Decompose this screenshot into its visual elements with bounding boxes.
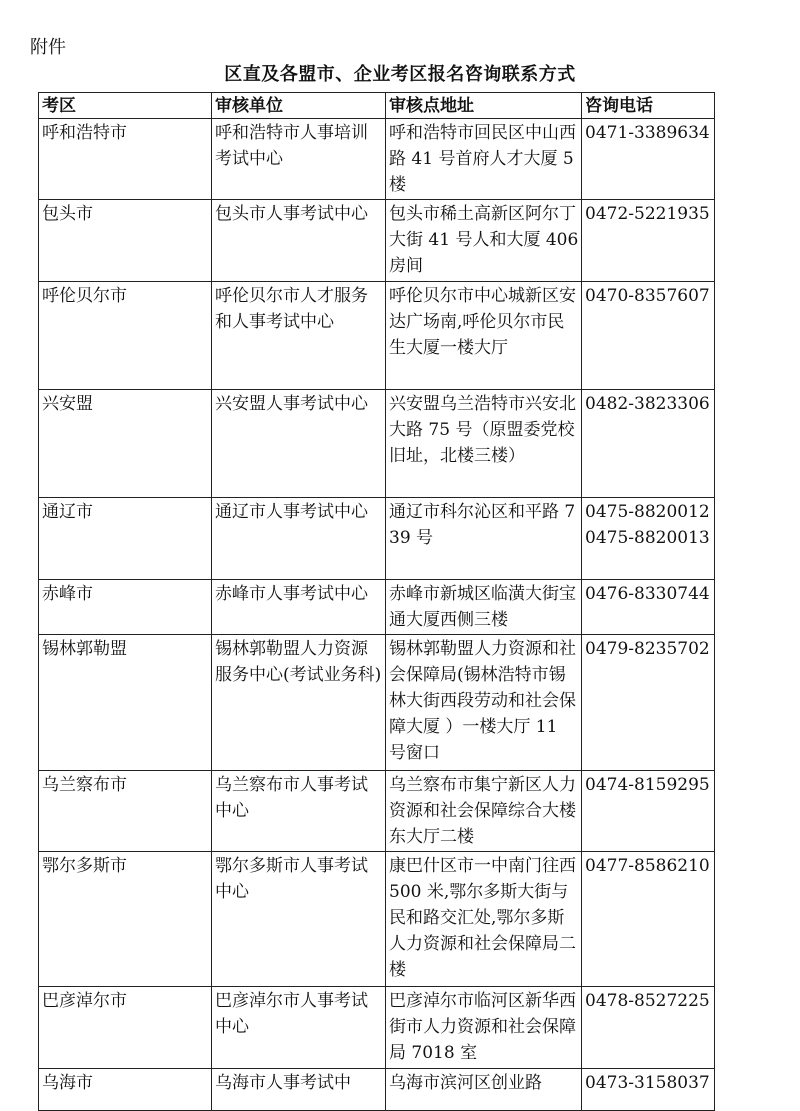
area-cell: 鄂尔多斯市 (39, 852, 212, 987)
phone-cell (582, 498, 715, 580)
phone-cell (582, 580, 715, 635)
unit-cell: 呼伦贝尔市人才服务和人事考试中心 (212, 282, 386, 390)
area-cell: 赤峰市 (39, 580, 212, 635)
contact-table (38, 92, 715, 1111)
address-cell: 巴彦淖尔市临河区新华西街市人力资源和社会保障局 7018 室 (386, 987, 582, 1069)
unit-cell: 鄂尔多斯市人事考试中心 (212, 852, 386, 987)
phone-cell (582, 852, 715, 987)
phone-number: 0477-8586210 (585, 856, 710, 876)
unit-cell: 赤峰市人事考试中心 (212, 580, 386, 635)
phone-number: 0475-8820012 (585, 502, 710, 522)
document-title: 区直及各盟市、企业考区报名咨询联系方式 (224, 64, 576, 85)
unit-cell: 乌兰察布市人事考试中心 (212, 771, 386, 852)
table-row (39, 1069, 715, 1111)
address-cell: 呼伦贝尔市中心城新区安达广场南,呼伦贝尔市民生大厦一楼大厅 (386, 282, 582, 390)
table-row (39, 200, 715, 282)
phone-number: 0474-8159295 (585, 775, 710, 795)
address-cell: 赤峰市新城区临潢大街宝通大厦西侧三楼 (386, 580, 582, 635)
area-cell: 呼伦贝尔市 (39, 282, 212, 390)
phone-number: 0476-8330744 (585, 584, 710, 604)
phone-cell (582, 119, 715, 200)
phone-number: 0471-3389634 (585, 123, 710, 143)
unit-cell: 锡林郭勒盟人力资源服务中心(考试业务科) (212, 635, 386, 771)
address-cell: 兴安盟乌兰浩特市兴安北大路 75 号（原盟委党校旧址，北楼三楼） (386, 390, 582, 498)
table-row (39, 119, 715, 200)
area-cell: 乌兰察布市 (39, 771, 212, 852)
unit-cell: 呼和浩特市人事培训考试中心 (212, 119, 386, 200)
phone-number: 0472-5221935 (585, 204, 710, 224)
address-cell: 包头市稀土高新区阿尔丁大街 41 号人和大厦 406 房间 (386, 200, 582, 282)
area-cell: 锡林郭勒盟 (39, 635, 212, 771)
phone-number: 0475-8820013 (585, 528, 710, 548)
table-row (39, 390, 715, 498)
phone-number: 0470-8357607 (585, 286, 710, 306)
phone-cell (582, 635, 715, 771)
phone-number: 0478-8527225 (585, 991, 710, 1011)
table-row (39, 987, 715, 1069)
address-cell: 乌兰察布市集宁新区人力资源和社会保障综合大楼东大厅二楼 (386, 771, 582, 852)
table-row (39, 771, 715, 852)
phone-cell (582, 390, 715, 498)
area-cell: 巴彦淖尔市 (39, 987, 212, 1069)
header-unit: 审核单位 (212, 93, 386, 119)
area-cell: 呼和浩特市 (39, 119, 212, 200)
attachment-label: 附件 (30, 37, 66, 58)
address-cell: 呼和浩特市回民区中山西路 41 号首府人才大厦 5 楼 (386, 119, 582, 200)
table-row (39, 635, 715, 771)
phone-cell (582, 200, 715, 282)
table-row (39, 852, 715, 987)
unit-cell: 巴彦淖尔市人事考试中心 (212, 987, 386, 1069)
phone-cell (582, 987, 715, 1069)
area-cell: 通辽市 (39, 498, 212, 580)
unit-cell: 兴安盟人事考试中心 (212, 390, 386, 498)
address-cell: 康巴什区市一中南门往西 500 米,鄂尔多斯大街与民和路交汇处,鄂尔多斯人力资源和社会保障局二楼 (386, 852, 582, 987)
table-row (39, 282, 715, 390)
address-cell: 乌海市滨河区创业路 (386, 1069, 582, 1111)
area-cell: 包头市 (39, 200, 212, 282)
phone-number: 0473-3158037 (585, 1073, 710, 1093)
unit-cell: 包头市人事考试中心 (212, 200, 386, 282)
phone-cell (582, 1069, 715, 1111)
phone-number: 0482-3823306 (585, 394, 710, 414)
table-row (39, 498, 715, 580)
area-cell: 兴安盟 (39, 390, 212, 498)
table-header-row (39, 93, 715, 119)
header-area: 考区 (39, 93, 212, 119)
table-row (39, 580, 715, 635)
address-cell: 通辽市科尔沁区和平路 739 号 (386, 498, 582, 580)
area-cell: 乌海市 (39, 1069, 212, 1111)
unit-cell: 通辽市人事考试中心 (212, 498, 386, 580)
phone-cell (582, 771, 715, 852)
unit-cell: 乌海市人事考试中 (212, 1069, 386, 1111)
address-cell: 锡林郭勒盟人力资源和社会保障局(锡林浩特市锡林大街西段劳动和社会保障大厦 ）一楼大厅 11 号窗口 (386, 635, 582, 771)
phone-cell (582, 282, 715, 390)
phone-number: 0479-8235702 (585, 639, 710, 659)
header-phone: 咨询电话 (582, 93, 715, 119)
header-address: 审核点地址 (386, 93, 582, 119)
